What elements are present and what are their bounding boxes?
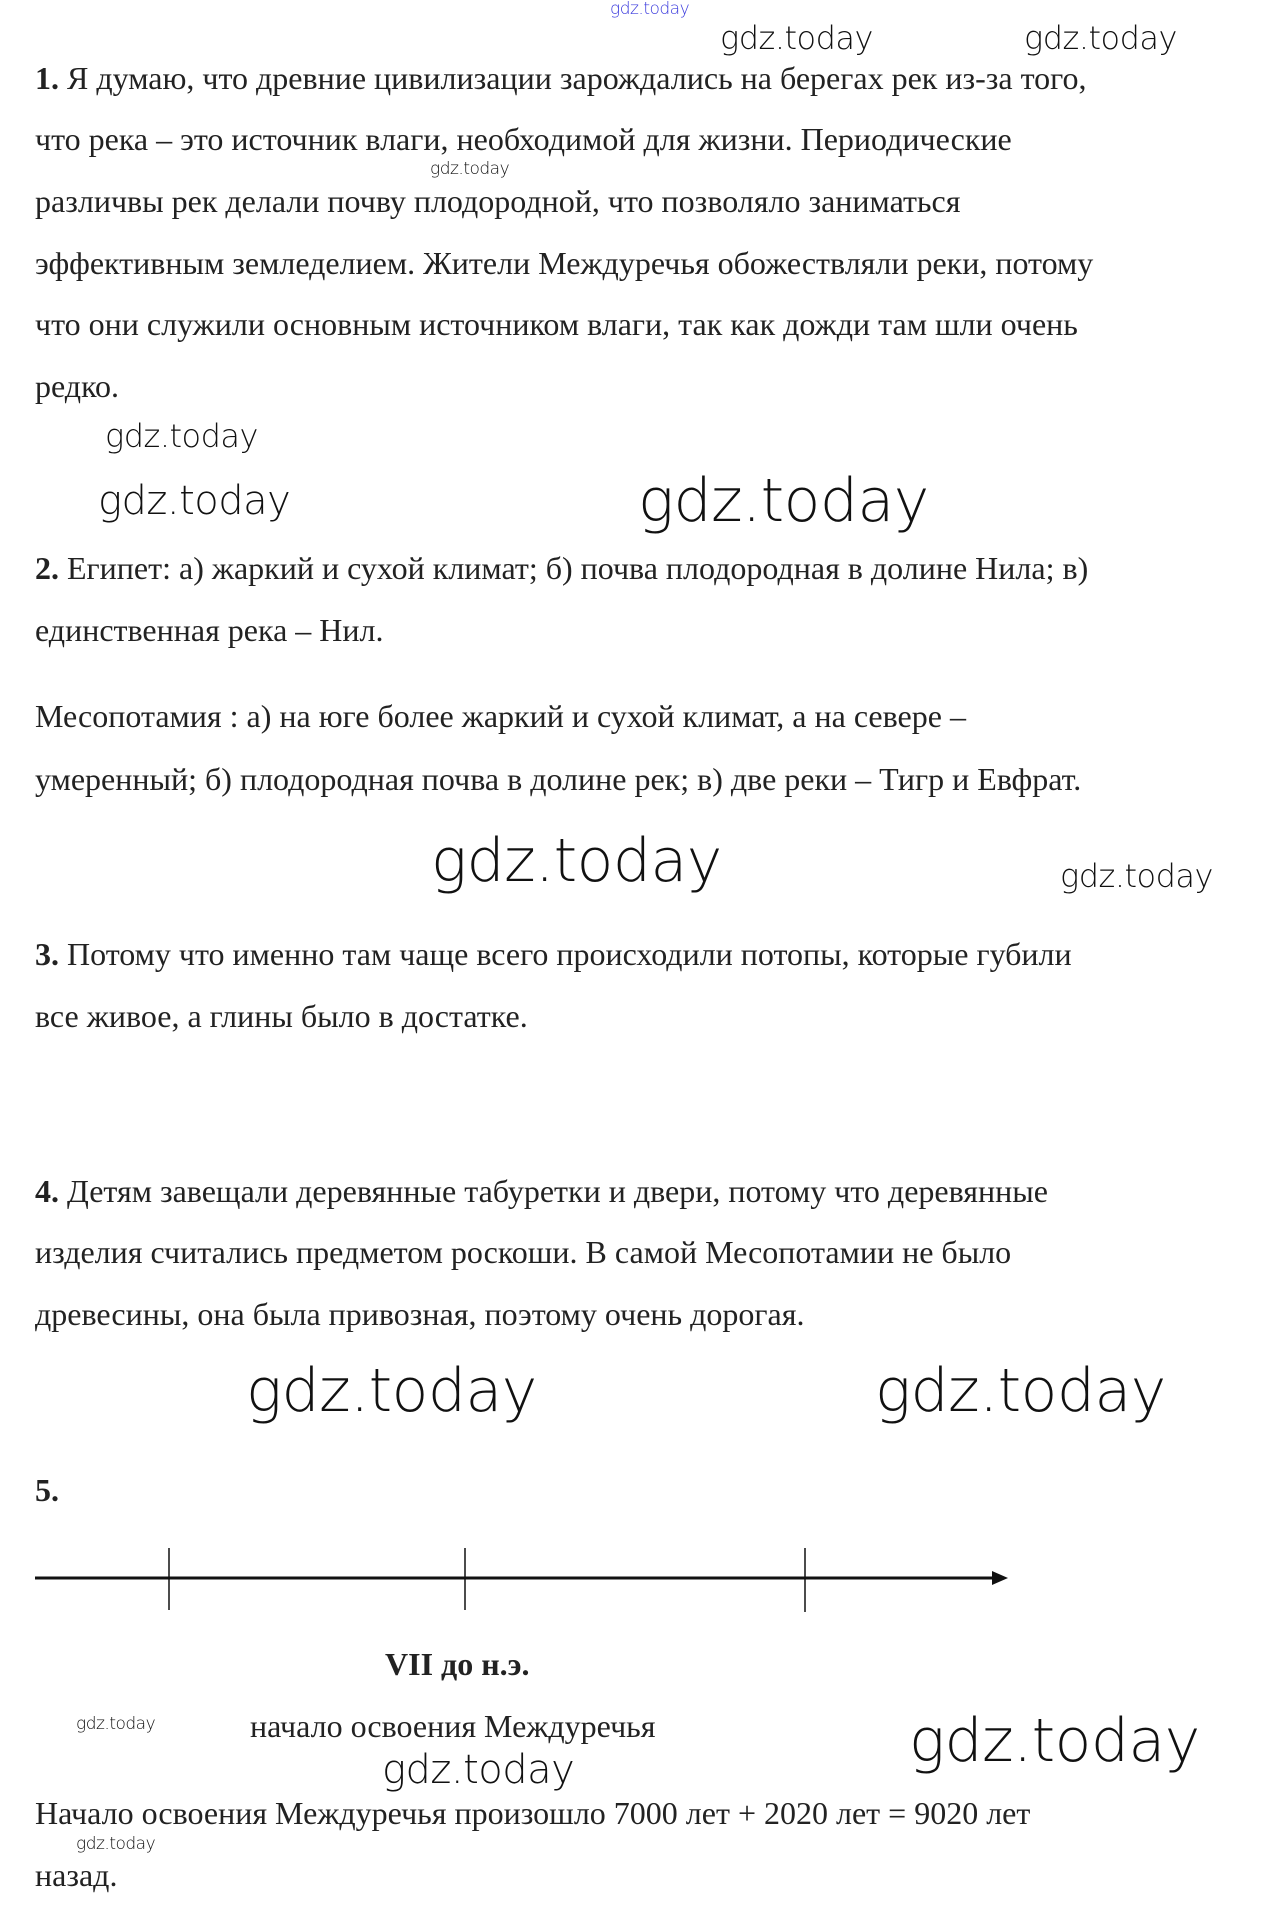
watermark: gdz.today	[430, 159, 510, 179]
watermark: gdz.today	[246, 1356, 537, 1426]
watermark: gdz.today	[638, 466, 929, 536]
timeline-arrow	[992, 1571, 1008, 1585]
watermark: gdz.today	[76, 1714, 156, 1734]
answer-1-line: различвы рек делали почву плодородной, что позволяло заниматься	[35, 183, 961, 219]
answer-4-line: изделия считались предметом роскоши. В самой Месопотамии не было	[35, 1234, 1012, 1270]
answer-2-meso-line: умеренный; б) плодородная почва в долине рек; в) две реки – Тигр и Евфрат.	[35, 761, 1082, 797]
line-text: Я думаю, что древние цивилизации зарождались на берегах рек из-за того,	[67, 60, 1087, 96]
answer-number: 1.	[35, 60, 59, 96]
answer-1-line: что они служили основным источником влаги, так как дожди там шли очень	[35, 306, 1078, 342]
answer-1-line: что река – это источник влаги, необходимой для жизни. Периодические	[35, 121, 1012, 157]
answer-4-line: древесины, она была привозная, поэтому очень дорогая.	[35, 1296, 805, 1332]
answer-number: 4.	[35, 1173, 59, 1209]
timeline-label: VII до н.э.	[385, 1646, 530, 1682]
answer-number: 2.	[35, 550, 59, 586]
watermark: gdz.today	[1060, 857, 1213, 895]
timeline-caption: начало освоения Междуречья	[250, 1708, 656, 1744]
watermark: gdz.today	[431, 826, 722, 896]
watermark: gdz.today	[98, 478, 291, 524]
answer-5-line: Начало освоения Междуречья произошло 7000 лет + 2020 лет = 9020 лет	[35, 1795, 1031, 1831]
answer-2-line: единственная река – Нил.	[35, 612, 384, 648]
watermark: gdz.today	[720, 19, 873, 57]
answer-number: 3.	[35, 936, 59, 972]
watermark: gdz.today	[875, 1356, 1166, 1426]
answer-number: 5.	[35, 1472, 59, 1508]
line-text: Египет: а) жаркий и сухой климат; б) почва плодородная в долине Нила; в)	[67, 550, 1089, 586]
watermark: gdz.today	[105, 417, 258, 455]
watermark: gdz.today	[610, 0, 690, 19]
line-text: Детям завещали деревянные табуретки и двери, потому что деревянные	[67, 1173, 1048, 1209]
watermark: gdz.today	[1024, 19, 1177, 57]
watermark: gdz.today	[382, 1747, 575, 1793]
answer-5-line: назад.	[35, 1857, 118, 1893]
answer-3-line: все живое, а глины было в достатке.	[35, 998, 528, 1034]
answer-2-meso-line: Месопотамия : а) на юге более жаркий и сухой климат, а на севере –	[35, 698, 966, 734]
line-text: Потому что именно там чаще всего происходили потопы, которые губили	[67, 936, 1072, 972]
watermark: gdz.today	[76, 1834, 156, 1854]
watermark: gdz.today	[909, 1706, 1200, 1776]
answer-1-line: эффективным земледелием. Жители Междуречья обожествляли реки, потому	[35, 245, 1094, 281]
answer-1-line: редко.	[35, 368, 119, 404]
